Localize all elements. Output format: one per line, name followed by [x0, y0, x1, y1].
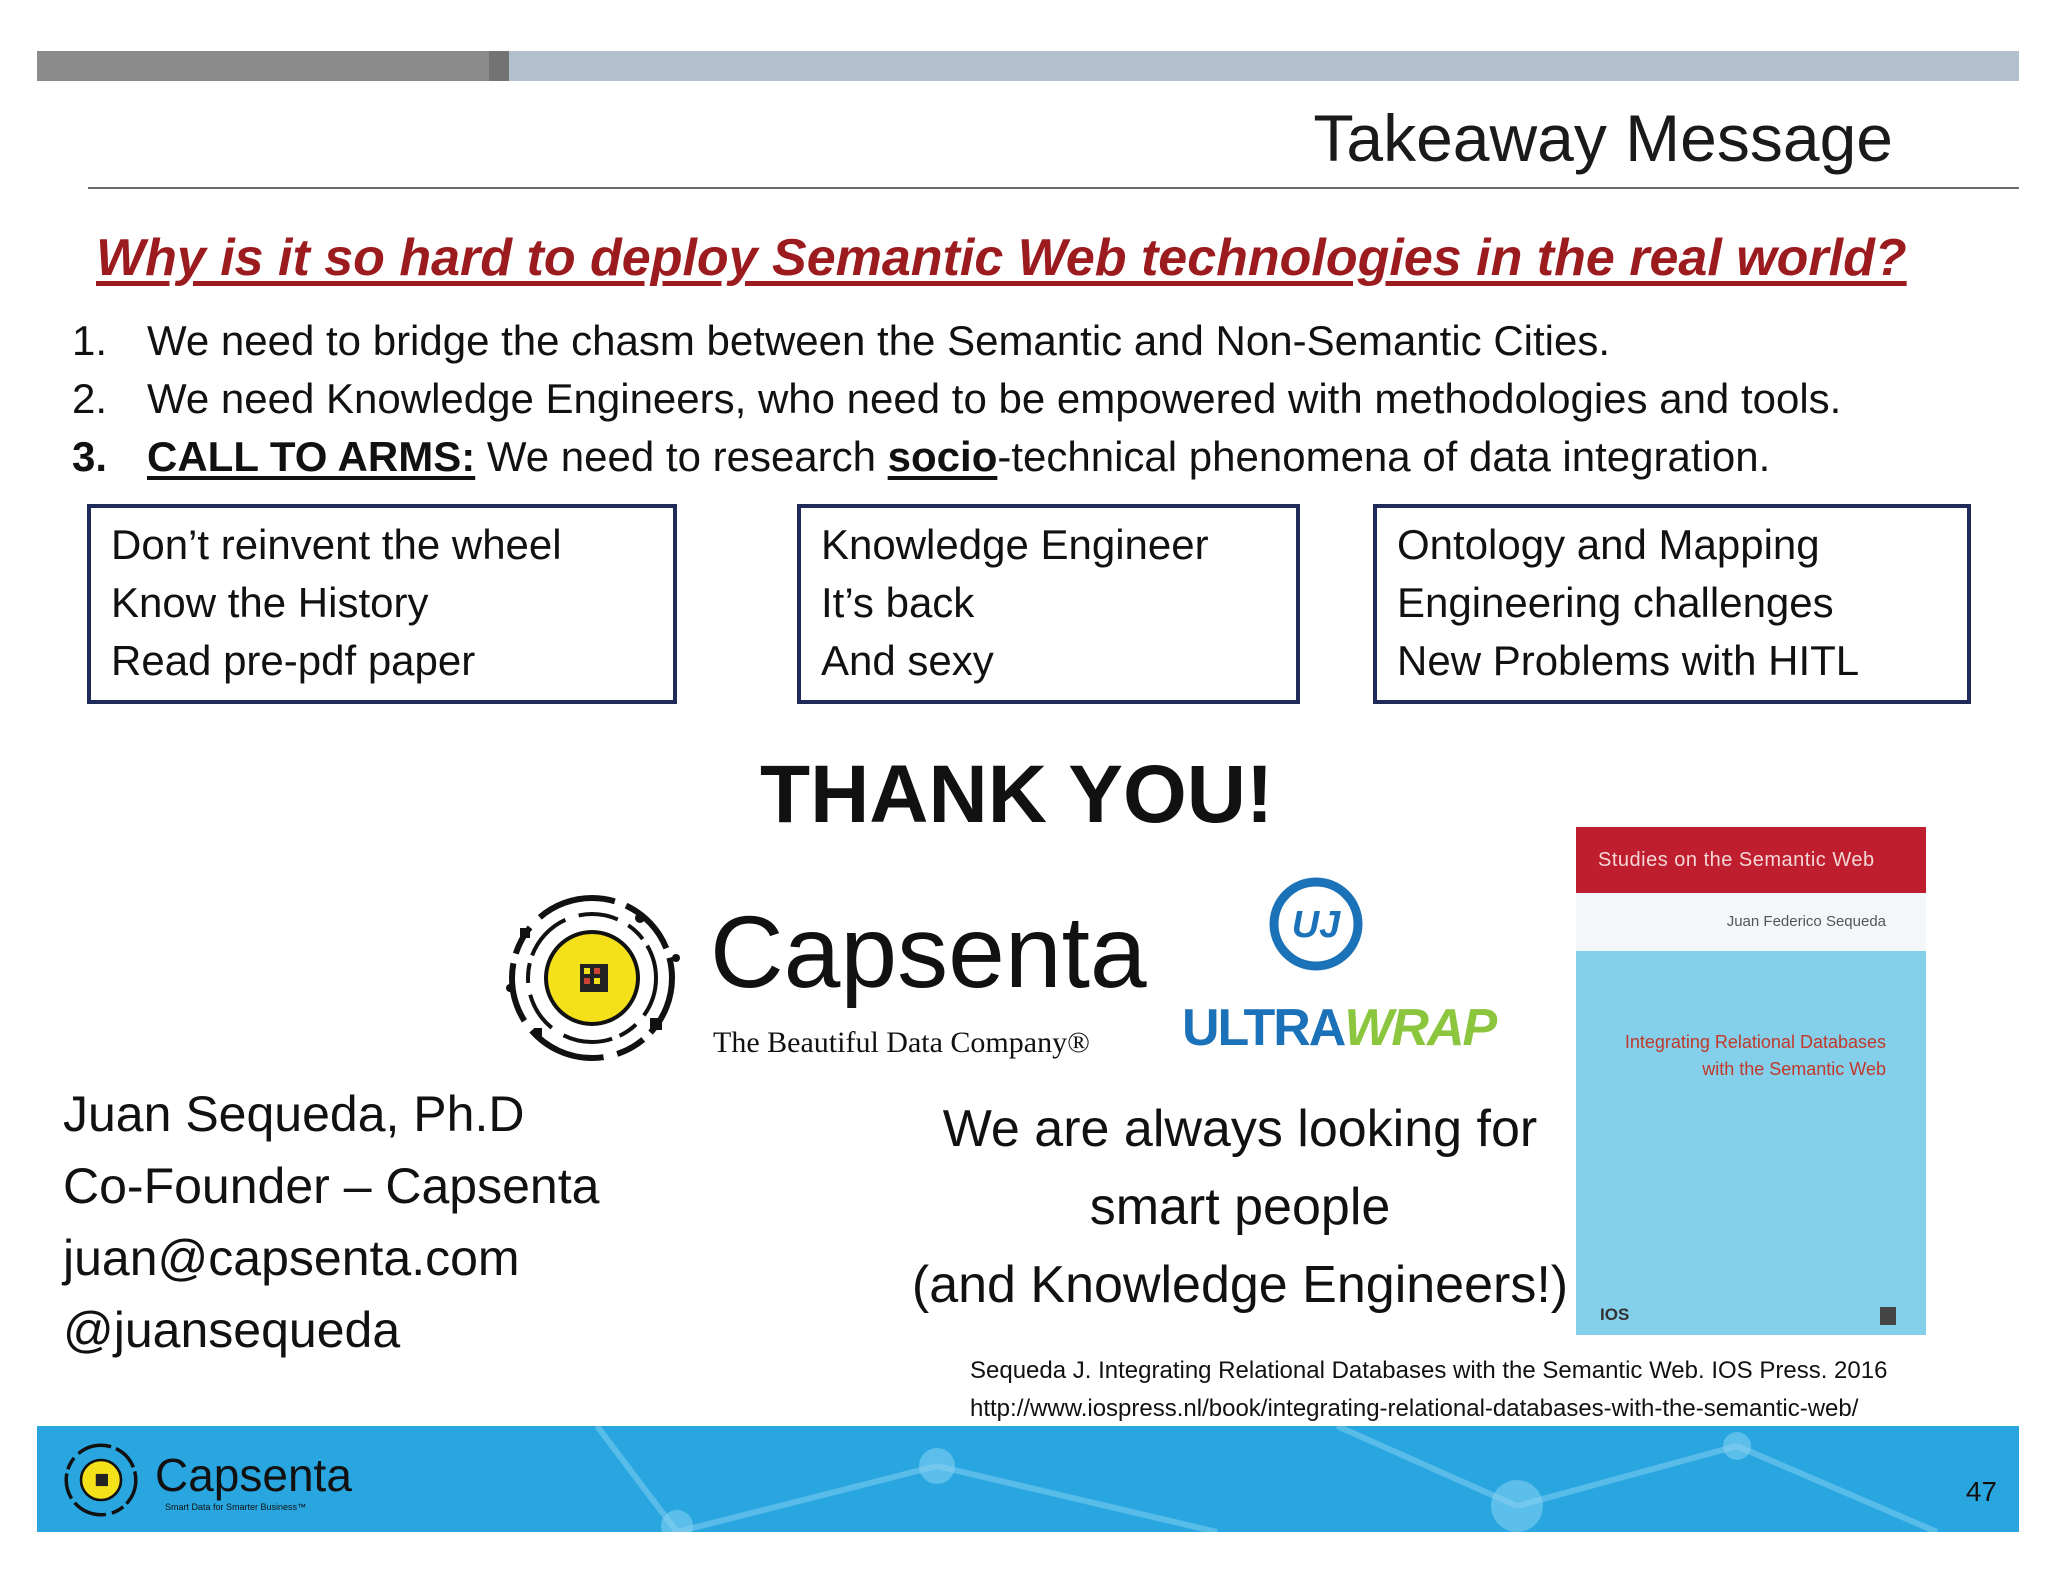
contact-email: juan@capsenta.com — [63, 1230, 520, 1286]
accent-bar-dark — [37, 51, 489, 81]
book-author-band — [1576, 893, 1926, 951]
hiring-line: smart people — [1089, 1178, 1391, 1236]
list-text: We need Knowledge Engineers, who need to be empowered with methodologies and tools. — [147, 375, 1842, 422]
box-line: It’s back — [821, 579, 975, 626]
call-to-arms-text-end: -technical phenomena of data integration. — [997, 433, 1771, 480]
footer-tagline: Smart Data for Smarter Business™ — [165, 1502, 307, 1512]
contact-name: Juan Sequeda, Ph.D — [63, 1086, 525, 1142]
hiring-line: (and Knowledge Engineers!) — [911, 1256, 1569, 1314]
contact-role: Co-Founder – Capsenta — [63, 1158, 600, 1214]
box-line: And sexy — [821, 637, 994, 684]
box-line: Know the History — [111, 579, 429, 626]
ultrawrap-logo — [1180, 872, 1496, 1057]
box-line: Read pre-pdf paper — [111, 637, 476, 684]
ultrawrap-badge-letters: UJ — [1291, 904, 1341, 946]
citation-url[interactable]: http://www.iospress.nl/book/integrating-relational-databases-with-the-semantic-web/ — [970, 1395, 1859, 1422]
contact-block — [63, 1078, 599, 1366]
list-number: 1. — [72, 317, 108, 364]
capsenta-wordmark: Capsenta — [710, 895, 1147, 1009]
key-question: Why is it so hard to deploy Semantic Web technologies in the real world? — [96, 229, 1907, 287]
thank-you-heading: THANK YOU! — [760, 749, 1274, 840]
page-number: 47 — [1965, 1476, 1997, 1507]
ultrawrap-wordmark — [1182, 998, 1495, 1058]
box-line: New Problems with HITL — [1397, 637, 1860, 684]
book-title — [1625, 1029, 1886, 1083]
call-to-arms-text: We need to research — [475, 433, 888, 480]
box-line: Ontology and Mapping — [1397, 521, 1820, 568]
list-number: 3. — [72, 433, 108, 480]
book-series-band — [1576, 827, 1926, 893]
footer-brand: Capsenta — [155, 1449, 352, 1501]
call-to-arms-label: CALL TO ARMS: — [147, 433, 476, 480]
footer-banner — [37, 1426, 2019, 1532]
capsenta-emblem-icon — [500, 888, 684, 1068]
contact-handle: @juansequeda — [63, 1302, 401, 1358]
footer-capsenta-emblem-icon — [61, 1440, 141, 1520]
citation — [970, 1352, 1887, 1428]
box-line: Don’t reinvent the wheel — [111, 521, 562, 568]
list-text — [147, 428, 1770, 486]
list-number: 2. — [72, 375, 108, 422]
list-text: We need to bridge the chasm between the Semantic and Non-Semantic Cities. — [147, 317, 1611, 364]
ultrawrap-word-wrap: WRAP — [1344, 999, 1496, 1057]
slide-title: Takeaway Message — [1313, 101, 1893, 175]
socio-emphasis: socio — [887, 433, 998, 480]
book-cover — [1576, 827, 1926, 1335]
list-item — [72, 370, 1841, 428]
list-item — [72, 312, 1841, 370]
top-accent-bar — [37, 51, 2019, 81]
capsenta-tagline: The Beautiful Data Company® — [713, 1026, 1090, 1059]
box-history — [87, 504, 677, 704]
box-line: Engineering challenges — [1397, 579, 1834, 626]
book-imprint-mark-icon — [1880, 1307, 1896, 1325]
hiring-line: We are always looking for — [942, 1100, 1538, 1158]
takeaway-list — [72, 312, 1841, 486]
list-item — [72, 428, 1841, 486]
book-publisher: IOS — [1600, 1305, 1630, 1324]
book-title-line: Integrating Relational Databases — [1624, 1032, 1886, 1052]
box-ontology-mapping — [1373, 504, 1971, 704]
accent-bar-marker — [489, 51, 509, 81]
book-author: Juan Federico Sequeda — [1726, 913, 1886, 930]
box-knowledge-engineer — [797, 504, 1300, 704]
book-series: Studies on the Semantic Web — [1598, 849, 1875, 871]
ultrawrap-word-ultra: ULTRA — [1182, 999, 1345, 1057]
box-line: Knowledge Engineer — [821, 521, 1209, 568]
capsenta-logo — [500, 888, 1190, 1068]
book-title-line: with the Semantic Web — [1702, 1059, 1886, 1079]
citation-reference: Sequeda J. Integrating Relational Databases with the Semantic Web. IOS Press. 2016 — [970, 1357, 1888, 1384]
title-divider — [88, 187, 2019, 189]
